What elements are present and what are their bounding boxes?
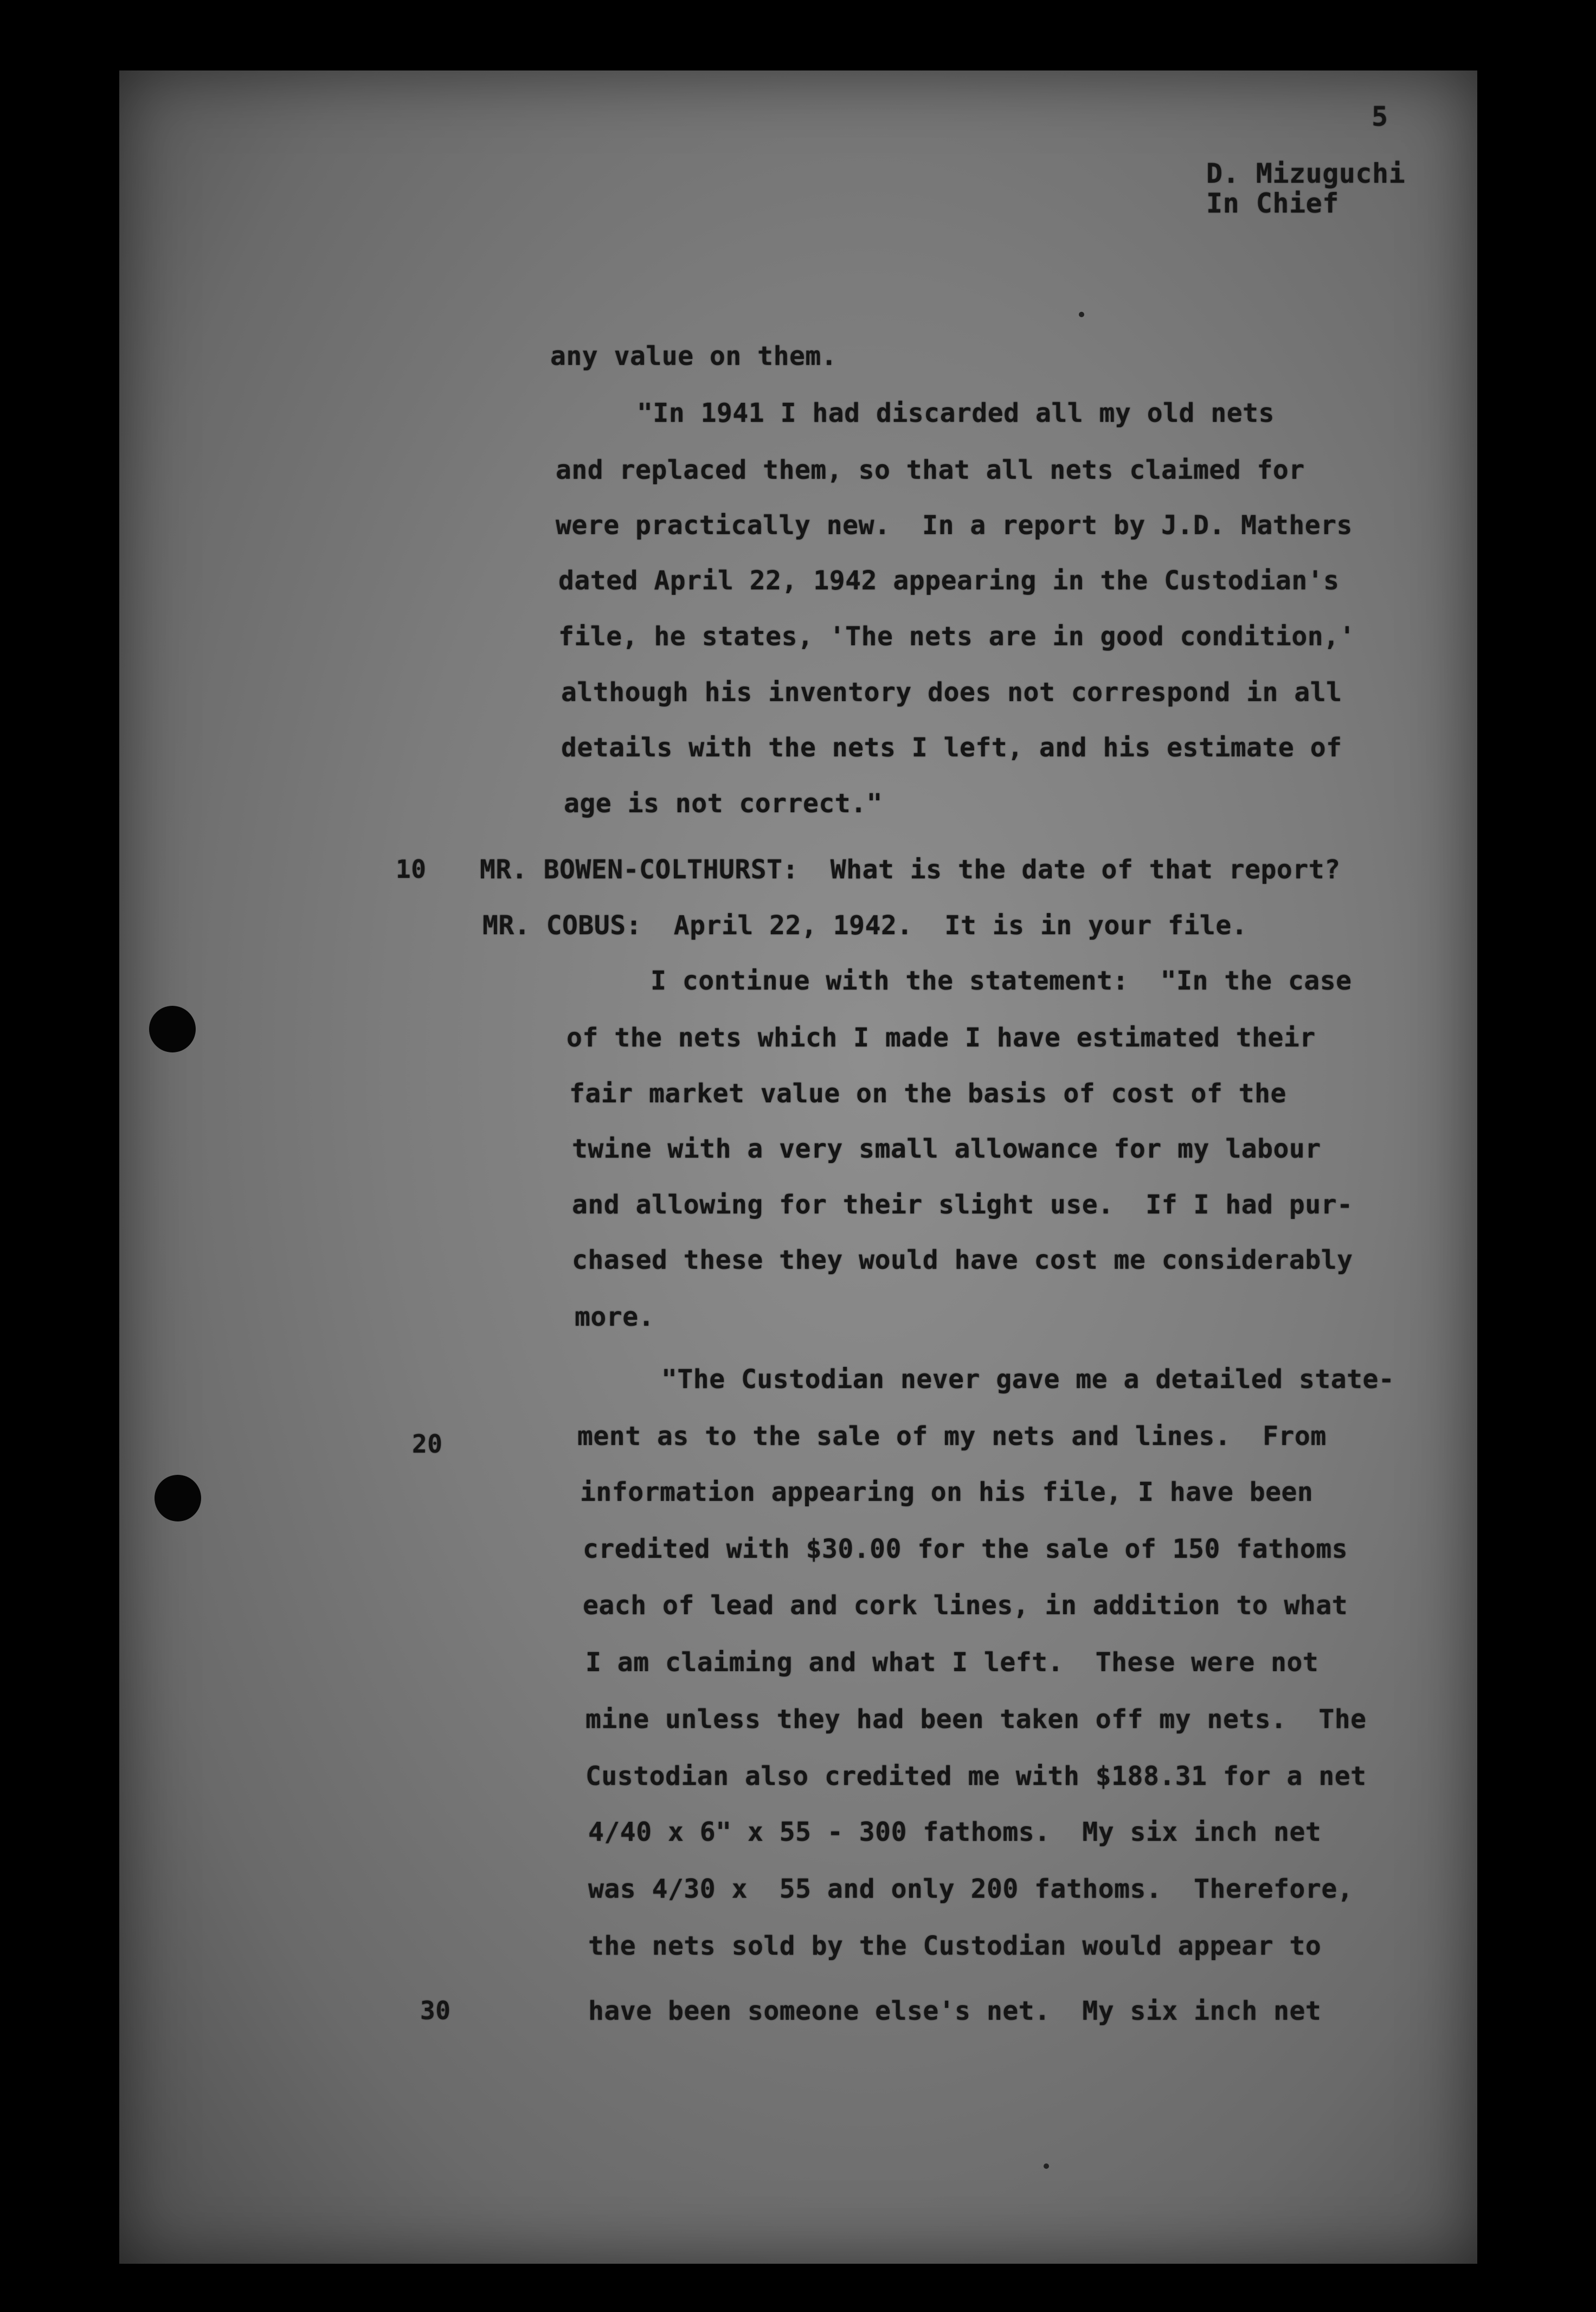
punch-hole-top [149,1006,196,1052]
text-line: were practically new. In a report by J.D. Mathers [556,510,1353,541]
witness-name: D. Mizuguchi [1206,158,1406,189]
examination-label: In Chief [1206,188,1339,219]
text-line: more. [575,1302,654,1332]
text-line: details with the nets I left, and his estimate of [561,733,1342,763]
text-line: "The Custodian never gave me a detailed state- [661,1364,1395,1395]
text-line: of the nets which I made I have estimated their [567,1023,1316,1053]
text-line: credited with $30.00 for the sale of 150 fathoms [583,1534,1348,1564]
page-number: 5 [1372,101,1388,132]
text-line: twine with a very small allowance for my labour [572,1134,1321,1164]
text-line: have been someone else's net. My six inch net [588,1996,1322,2026]
text-line: the nets sold by the Custodian would appear to [588,1931,1322,1961]
text-line: mine unless they had been taken off my nets. The [585,1704,1367,1735]
text-line: MR. COBUS: April 22, 1942. It is in your file. [482,910,1248,941]
text-line: "In 1941 I had discarded all my old nets [637,398,1275,428]
line-number-10: 10 [396,855,427,884]
line-number-20: 20 [412,1429,443,1459]
text-line: was 4/30 x 55 and only 200 fathoms. Therefore, [588,1874,1354,1904]
punch-hole-bottom [155,1475,201,1521]
text-line: ment as to the sale of my nets and lines. From [577,1421,1327,1452]
paper-speck [1044,2163,1049,2169]
text-line: information appearing on his file, I have been [580,1477,1314,1507]
line-number-30: 30 [420,1996,451,2025]
text-line: I continue with the statement: "In the case [651,966,1352,996]
text-line: I am claiming and what I left. These were not [585,1647,1319,1678]
text-line: dated April 22, 1942 appearing in the Custodian's [558,566,1340,596]
paper-speck [1079,312,1084,317]
text-line: and replaced them, so that all nets claimed for [556,455,1305,485]
text-line: fair market value on the basis of cost of the [569,1078,1286,1109]
text-line: file, he states, 'The nets are in good condition,' [558,621,1355,652]
text-line: and allowing for their slight use. If I had pur- [572,1190,1353,1220]
text-line: each of lead and cork lines, in addition to what [583,1590,1348,1621]
text-line: although his inventory does not correspond in all [561,677,1342,708]
text-line: any value on them. [550,341,838,371]
text-line: MR. BOWEN-COLTHURST: What is the date of that report? [480,855,1341,885]
text-line: chased these they would have cost me considerably [572,1245,1353,1275]
text-line: 4/40 x 6" x 55 - 300 fathoms. My six inch net [588,1817,1322,1847]
text-line: Custodian also credited me with $188.31 for a net [585,1761,1367,1791]
text-line: age is not correct." [564,788,883,819]
